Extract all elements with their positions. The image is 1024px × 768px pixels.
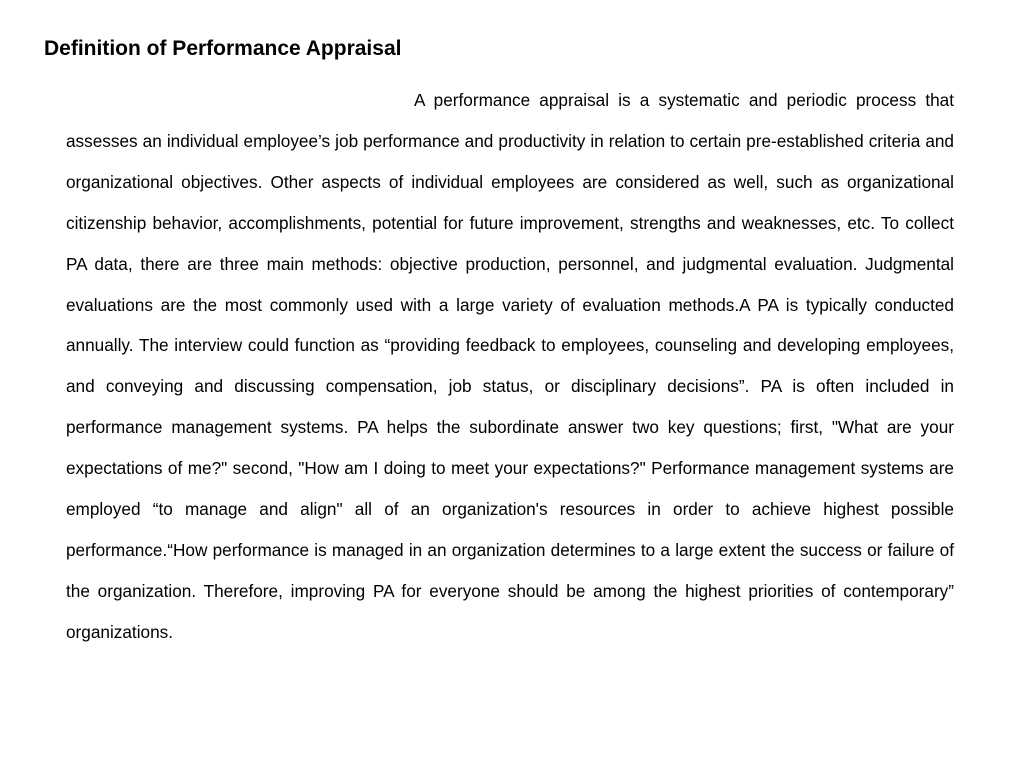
slide-title: Definition of Performance Appraisal: [44, 37, 402, 60]
body-paragraph: A performance appraisal is a systematic and periodic process that assesses an individual employee’s job performance and productivity in relation to certain pre-established criteria and organizational objectives. Other aspects of individual employees are considered as well, such as organizational citizenship behavior, accomplishments, potential for future improvement, strengths and weaknesses, etc. To collect PA data, there are three main methods: objective production, personnel, and judgmental evaluation. Judgmental evaluations are the most commonly used with a large variety of evaluation methods.A PA is typically conducted annually. The interview could function as “providing feedback to employees, counseling and developing employees, and conveying and discussing compensation, job status, or disciplinary decisions”. PA is often included in performance management systems. PA helps the subordinate answer two key questions; first, "What are your expectations of me?" second, "How am I doing to meet your expectations?" Performance management systems are employed “to manage and align" all of an organization's resources in order to achieve highest possible performance.“How performance is managed in an organization determines to a large extent the success or failure of the organization. Therefore, improving PA for everyone should be among the highest priorities of contemporary” organizations.: [66, 90, 954, 642]
